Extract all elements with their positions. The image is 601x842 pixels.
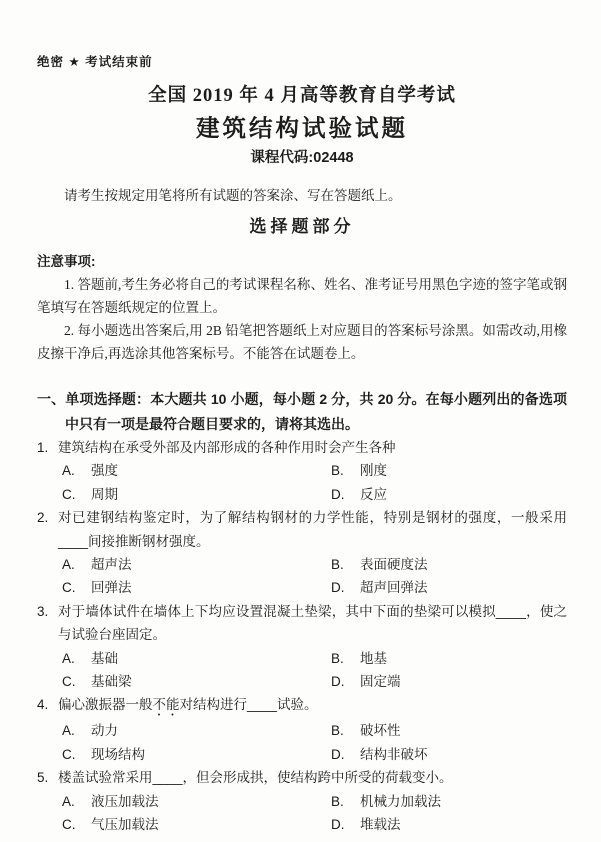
emphasized-text: 不能	[152, 697, 180, 713]
question-stem	[37, 600, 567, 647]
classification-label: 绝密 ★ 考试结束前	[37, 55, 153, 69]
option-b	[331, 647, 567, 670]
option-a	[62, 719, 331, 742]
option-text: 液压加载法	[91, 793, 159, 809]
question-number: 3.	[37, 603, 49, 619]
option-c	[62, 813, 331, 836]
note-item-2: 2. 每小题选出答案后,用 2B 铅笔把答题纸上对应题目的答案标号涂黑。如需改动,用橡皮擦干净后,再选涂其他答案标号。不能答在试题卷上。	[37, 323, 567, 361]
option-label: A.	[62, 723, 75, 739]
option-group	[37, 790, 567, 837]
option-text: 反应	[360, 486, 387, 502]
option-label: C.	[62, 580, 76, 596]
question-stem	[37, 436, 567, 459]
question-2	[37, 506, 567, 600]
option-label: D.	[331, 674, 345, 690]
option-a	[62, 459, 331, 482]
option-text: 超声法	[91, 557, 132, 573]
question-stem	[37, 693, 567, 719]
option-text: 机械力加载法	[360, 793, 441, 809]
option-text: 地基	[360, 650, 387, 666]
option-c	[62, 483, 331, 506]
option-a	[62, 647, 331, 670]
option-group	[37, 647, 567, 694]
question-5	[37, 766, 567, 836]
option-text: 气压加载法	[91, 817, 159, 833]
question-stem	[37, 506, 567, 553]
option-label: C.	[62, 674, 76, 690]
option-label: D.	[331, 486, 345, 502]
option-d	[331, 483, 567, 506]
exam-title: 全国 2019 年 4 月高等教育自学考试	[148, 86, 456, 106]
option-c	[62, 670, 331, 693]
question-4	[37, 693, 567, 766]
option-text: 破坏性	[360, 723, 401, 739]
option-d	[331, 813, 567, 836]
option-text: 现场结构	[91, 746, 145, 762]
option-d	[331, 670, 567, 693]
question-number: 2.	[37, 510, 49, 526]
question-number: 4.	[37, 697, 49, 713]
option-c	[62, 576, 331, 599]
option-text: 超声回弹法	[360, 580, 428, 596]
option-b	[331, 459, 567, 482]
notes-heading: 注意事项:	[37, 254, 96, 269]
part-one-heading: 一、单项选择题：本大题共 10 小题，每小题 2 分，共 20 分。在每小题列出的备选项中只有一项是最符合题目要求的，请将其选出。	[37, 391, 567, 432]
option-label: A.	[62, 557, 75, 573]
option-text: 强度	[91, 463, 118, 479]
question-number: 1.	[37, 440, 49, 455]
option-a	[62, 553, 331, 576]
option-b	[331, 719, 567, 742]
option-text: 表面硬度法	[360, 557, 428, 573]
option-label: B.	[331, 650, 344, 666]
option-text: 堆载法	[360, 817, 401, 833]
option-c	[62, 743, 331, 766]
option-b	[331, 790, 567, 813]
option-d	[331, 743, 567, 766]
stem-segment: 偏心激振器一般	[58, 697, 153, 713]
option-label: A.	[62, 463, 75, 479]
option-d	[331, 576, 567, 599]
option-label: C.	[62, 746, 76, 762]
option-label: B.	[331, 723, 344, 739]
option-text: 动力	[91, 723, 118, 739]
course-code: 课程代码:02448	[250, 150, 354, 166]
option-label: D.	[331, 746, 345, 762]
option-label: B.	[331, 793, 344, 809]
question-1	[37, 436, 567, 506]
question-text: 对已建钢结构鉴定时，为了解结构钢材的力学性能，特别是钢材的强度，一般采用____间接推断钢材强度。	[58, 510, 567, 549]
candidate-instruction: 请考生按规定用笔将所有试题的答案涂、写在答题纸上。	[64, 188, 402, 203]
option-a	[62, 790, 331, 813]
option-b	[331, 553, 567, 576]
question-text: 建筑结构在承受外部及内部形成的各种作用时会产生各种	[58, 440, 396, 455]
question-list	[37, 436, 567, 837]
option-group	[37, 459, 567, 506]
option-text: 基础	[91, 650, 118, 666]
option-label: B.	[331, 463, 344, 479]
option-label: B.	[331, 557, 344, 573]
option-text: 基础梁	[91, 674, 132, 690]
question-number: 5.	[37, 770, 49, 786]
option-group	[37, 719, 567, 766]
option-label: C.	[62, 486, 76, 502]
option-group	[37, 553, 567, 600]
option-label: D.	[331, 580, 345, 596]
question-text: 楼盖试验常采用____，但会形成拱，使结构跨中所受的荷载变小。	[58, 770, 453, 786]
option-label: C.	[62, 817, 76, 833]
stem-segment: 对结构进行____试验。	[179, 697, 318, 713]
option-text: 回弹法	[91, 580, 132, 596]
question-text	[58, 697, 318, 712]
option-text: 刚度	[360, 463, 387, 479]
option-text: 固定端	[360, 674, 401, 690]
question-stem	[37, 766, 567, 789]
section-title: 选择题部分	[249, 217, 355, 236]
option-text: 结构非破坏	[360, 746, 428, 762]
question-3	[37, 600, 567, 694]
subject-title: 建筑结构试验试题	[196, 115, 408, 141]
option-label: D.	[331, 817, 345, 833]
question-text: 对于墙体试件在墙体上下均应设置混凝土垫梁，其中下面的垫梁可以模拟____，使之与试验台座固定。	[58, 603, 567, 643]
note-item-1: 1. 答题前,考生务必将自己的考试课程名称、姓名、准考证号用黑色字迹的签字笔或钢笔填写在答题纸规定的位置上。	[37, 277, 567, 315]
option-label: A.	[62, 793, 75, 809]
option-text: 周期	[91, 486, 118, 502]
option-label: A.	[62, 650, 75, 666]
